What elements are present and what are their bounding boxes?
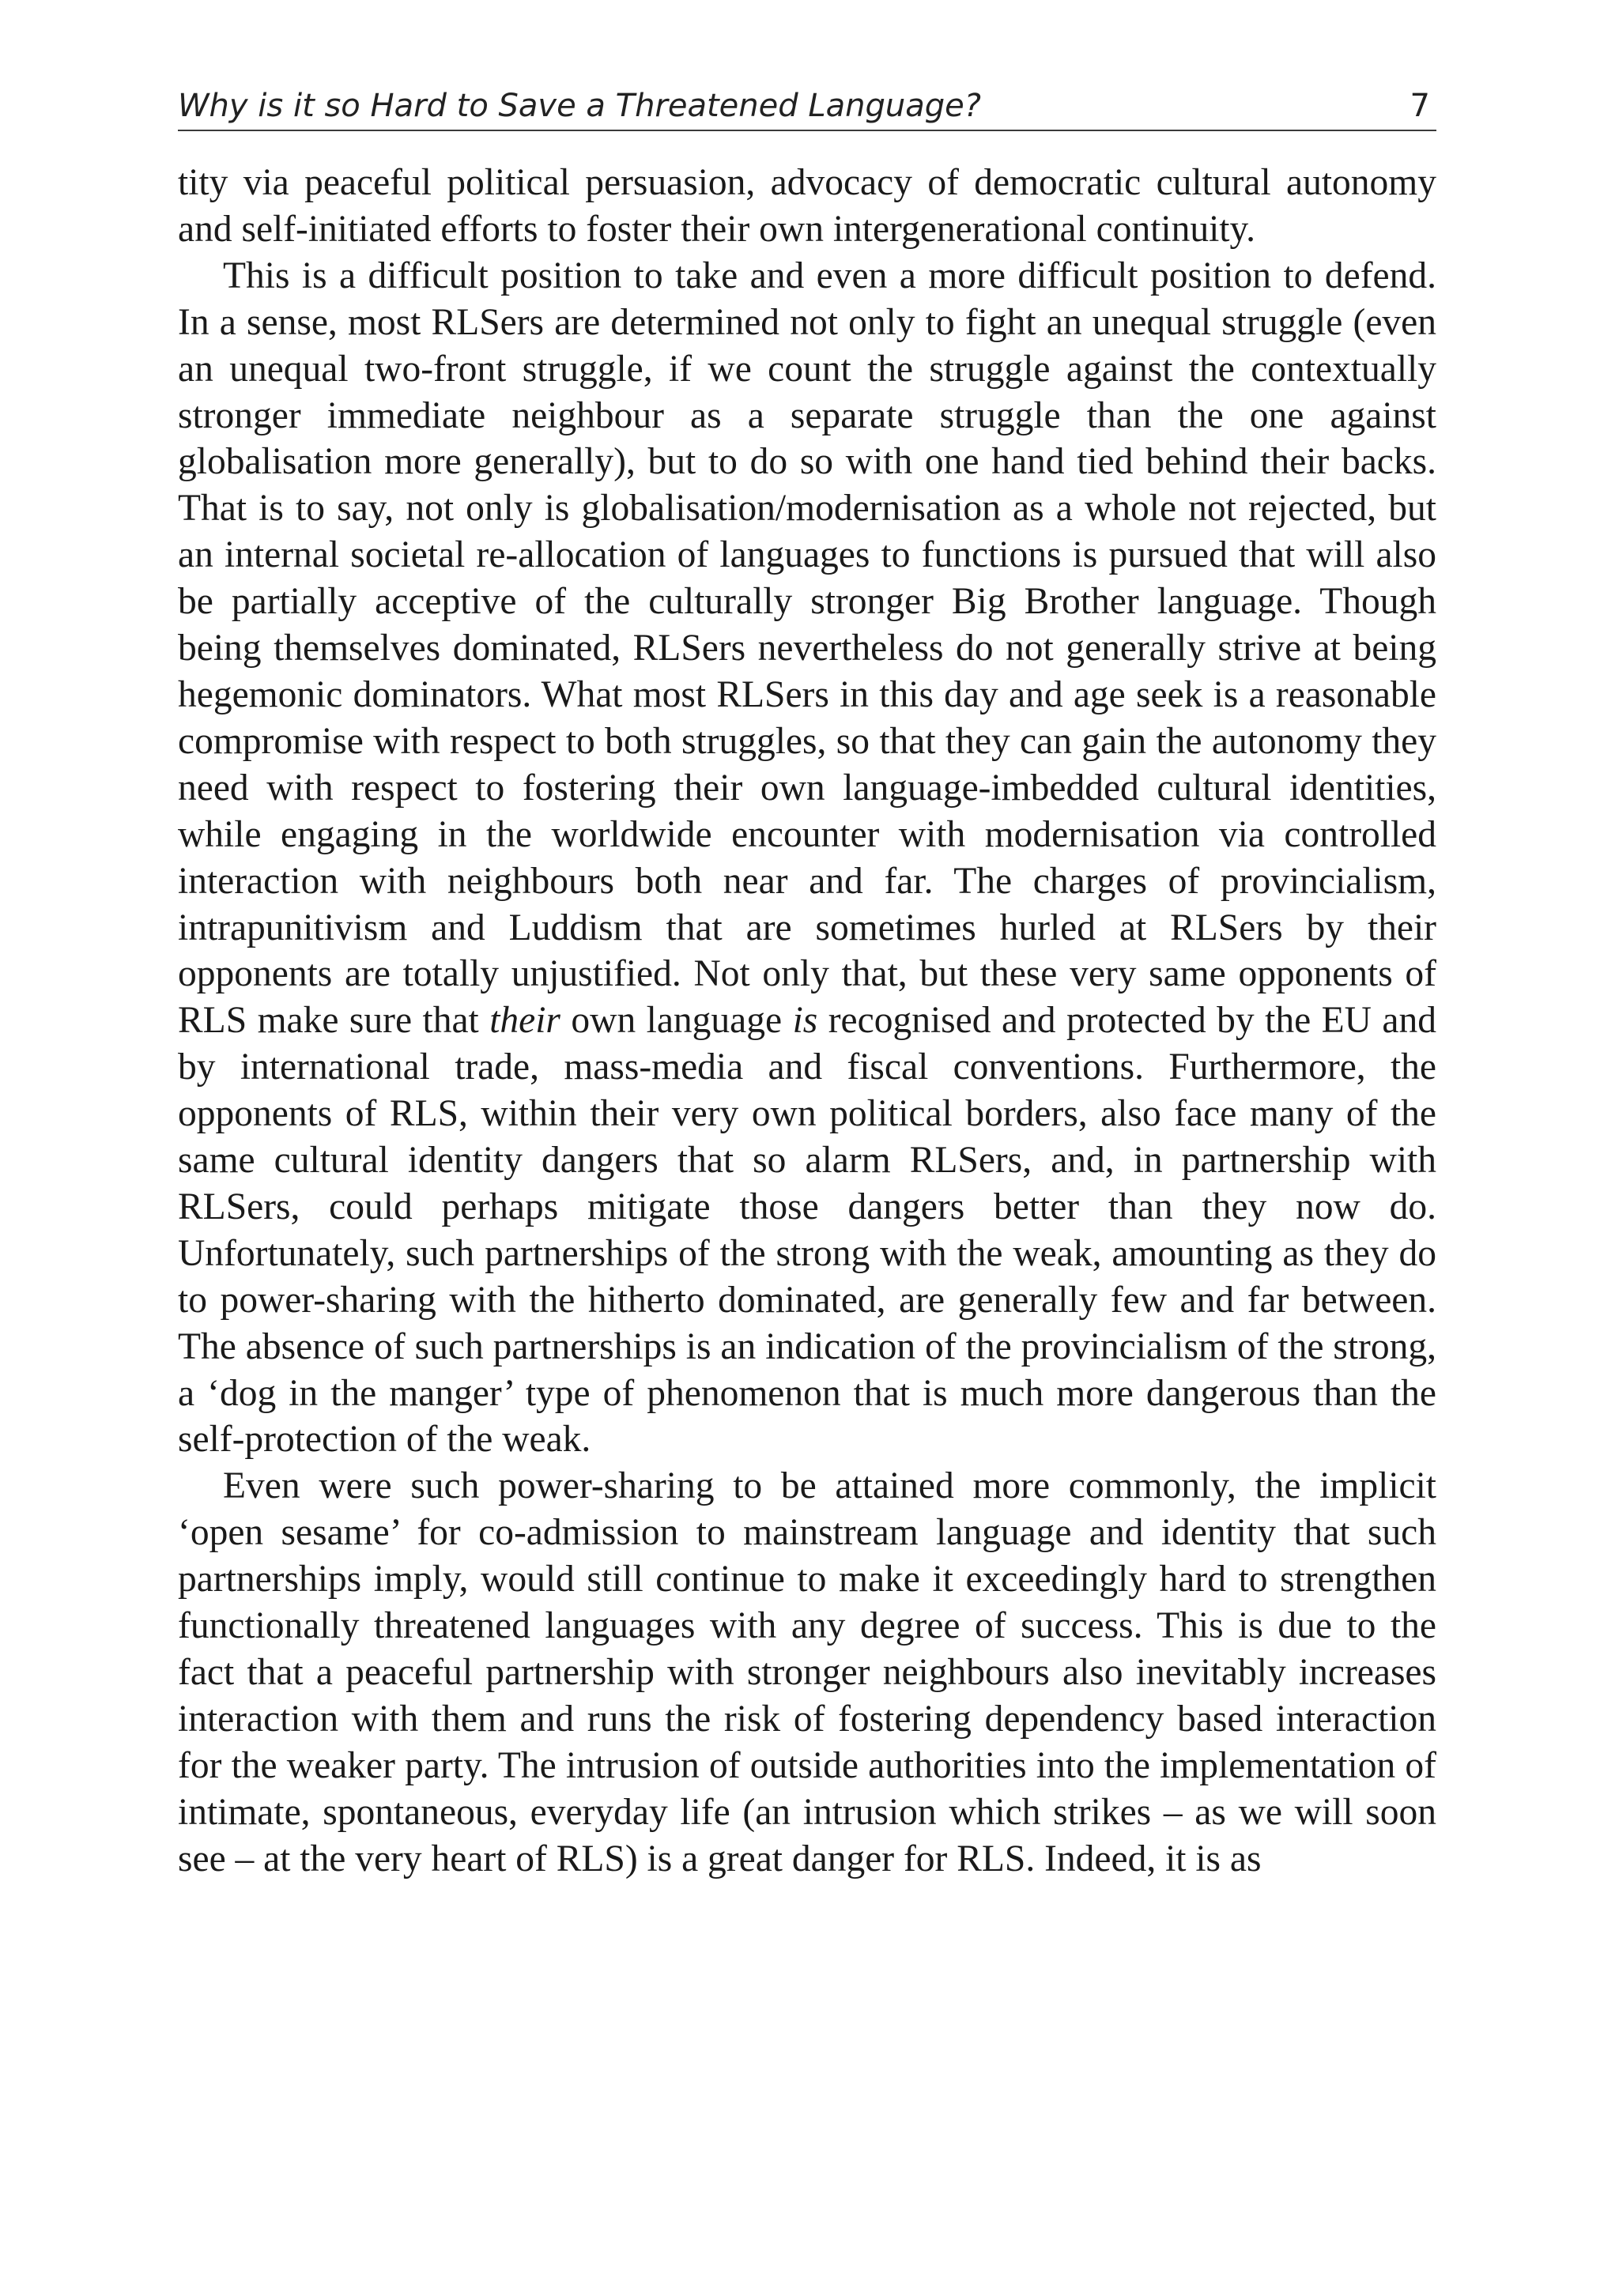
paragraph-2 (178, 253, 1436, 1464)
running-title: Why is it so Hard to Save a Threatened Language? (178, 88, 981, 124)
paragraph-3: Even were such power-sharing to be attained more commonly, the implicit ‘open sesame’ for co-admission to mainstream language and identity that such partnerships imply, would still continue to make it exceedingly hard to strengthen functionally threatened languages with any degree of success. This is due to the fact that a peaceful partnership with stronger neighbours also inevitably increases interaction with them and runs the risk of fostering dependency based interaction for the weaker party. The intrusion of outside authorities into the implementation of intimate, spontaneous, everyday life (an intrusion which strikes – as we will soon see – at the very heart of RLS) is a great danger for RLS. Indeed, it is as (178, 1465, 1436, 1879)
paragraph-2-text-a: This is a difficult position to take and even a more difficult position to defend. In a sense, most RLSers are determined not only to fight an unequal struggle (even an unequal two-front struggle, if we count the struggle against the contextually stronger immediate neighbour as a separate struggle than the one against globalisation more generally), but to do so with one hand tied behind their backs. That is to say, not only is globalisation/modernisation as a whole not rejected, but an internal societal re-allocation of languages to functions is pursued that will also be partially acceptive of the culturally stronger Big Brother language. Though being themselves dominated, RLSers nevertheless do not generally strive at being hegemonic dominators. What most RLSers in this day and age seek is a reasonable compromise with respect to both struggles, so that they can gain the autonomy they need with respect to fostering their own language-imbedded cultural identities, while engaging in the worldwide encounter with modernisation via controlled interaction with neighbours both near and far. The charges of provincialism, intrapunitivism and Luddism that are sometimes hurled at RLSers by their opponents are totally unjustified. Not only that, but these very same opponents of RLS make sure that (178, 254, 1436, 1042)
body-text (178, 160, 1436, 1883)
paragraph-2-text-b: own language (560, 1000, 793, 1042)
book-page (178, 85, 1436, 1883)
emphasis-their: their (489, 1000, 560, 1042)
paragraph-1: tity via peaceful political persuasion, advocacy of democratic cultural autonomy and self-initiated efforts to foster their own intergenerational continuity. (178, 162, 1436, 250)
paragraph-2-text-c: recognised and protected by the EU and by international trade, mass-media and fiscal conventions. Furthermore, the opponents of RLS, within their very own political borders, also face many of the same cultural identity dangers that so alarm RLSers, and, in partnership with RLSers, could perhaps mitigate those dangers better than they now do. Unfortunately, such partnerships of the strong with the weak, amounting as they do to power-sharing with the hitherto dominated, are generally few and far between. The absence of such partnerships is an indication of the provincialism of the strong, a ‘dog in the manger’ type of phenomenon that is much more dangerous than the self-protection of the weak. (178, 1000, 1436, 1461)
emphasis-is: is (792, 1000, 818, 1042)
running-header (178, 85, 1436, 131)
page-number: 7 (1410, 88, 1430, 124)
